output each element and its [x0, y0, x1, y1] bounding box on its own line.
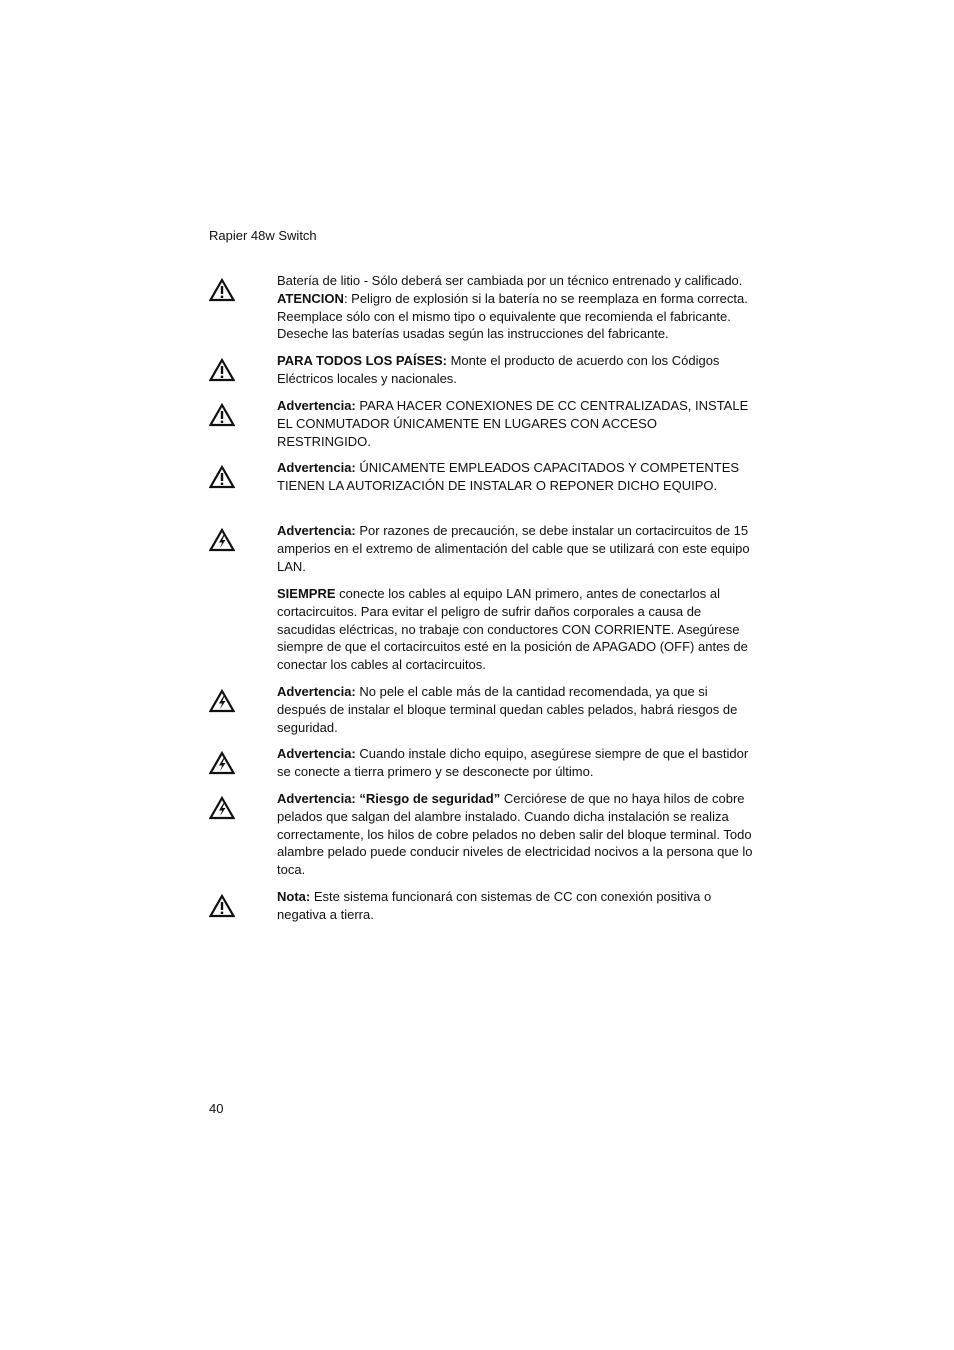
warning-bold-label: Advertencia:	[277, 398, 356, 413]
warning-bold-label: Nota:	[277, 889, 311, 904]
electric-shock-icon	[209, 528, 235, 552]
warning-bold-label: Advertencia:	[277, 460, 356, 475]
electric-shock-icon	[209, 796, 235, 820]
warning-text: Advertencia: No pele el cable más de la cantidad recomendada, ya que si después de instalar el bloque terminal quedan cables pelados, habrá riesgos de seguridad.	[277, 684, 738, 735]
caution-icon	[209, 403, 235, 427]
electric-shock-icon	[209, 751, 235, 775]
warning-bold-label: Advertencia:	[277, 746, 356, 761]
running-header: Rapier 48w Switch	[209, 228, 317, 243]
warning-bold-label: Advertencia:	[277, 684, 356, 699]
warning-bold-label: ATENCION	[277, 290, 344, 306]
warning-bold-label: PARA TODOS LOS PAÍSES:	[277, 353, 447, 368]
caution-icon	[209, 465, 235, 489]
caution-icon	[209, 278, 235, 302]
warning-text: PARA TODOS LOS PAÍSES: Monte el producto de acuerdo con los Códigos Eléctricos locales y nacionales.	[277, 353, 720, 386]
warning-text: Advertencia: PARA HACER CONEXIONES DE CC CENTRALIZADAS, INSTALE EL CONMUTADOR ÚNICAMENTE EN LUGARES CON ACCESO RESTRINGIDO.	[277, 398, 749, 449]
warning-text: Nota: Este sistema funcionará con sistemas de CC con conexión positiva o negativa a tierra.	[277, 889, 712, 922]
warning-bold-label: Advertencia: “Riesgo de seguridad”	[277, 791, 501, 806]
warning-text: Batería de litio - Sólo deberá ser cambiada por un técnico entrenado y calificado. ATENCION: Peligro de explosión si la batería no se reemplaza en forma correcta. Reemplace sólo con el mismo tipo o equivalente que recomienda el fabricante. Deseche las baterías usadas según las instrucciones del fabricante.	[277, 273, 748, 342]
page-number: 40	[209, 1101, 224, 1116]
warning-text: Advertencia: Cuando instale dicho equipo, asegúrese siempre de que el bastidor se conecte a tierra primero y se desconecte por último.	[277, 746, 749, 779]
warning-text: Advertencia: Por razones de precaución, se debe instalar un cortacircuitos de 15 amperios en el extremo de alimentación del cable que se utilizará con este equipo LAN.	[277, 523, 750, 574]
warning-text: Advertencia: “Riesgo de seguridad” Cerciórese de que no haya hilos de cobre pelados que salgan del alambre instalado. Cuando dicha instalación se realiza correctamente, los hilos de cobre pelados no deben salir del bloque terminal. Todo alambre pelado puede conducir niveles de electricidad nocivos a la persona que lo toca.	[277, 791, 753, 878]
electric-shock-icon	[209, 689, 235, 713]
warning-text: Advertencia: ÚNICAMENTE EMPLEADOS CAPACITADOS Y COMPETENTES TIENEN LA AUTORIZACIÓN DE INSTALAR O REPONER DICHO EQUIPO.	[277, 460, 740, 493]
caution-icon	[209, 894, 235, 918]
warning-text: SIEMPRE conecte los cables al equipo LAN primero, antes de conectarlos al cortacircuitos. Para evitar el peligro de sufrir daños corporales a causa de sacudidas eléctricas, no trabaje con conductores CON CORRIENTE. Asegúrese siempre de que el cortacircuitos esté en la posición de APAGADO (OFF) antes de conectar los cables al cortacircuitos.	[277, 586, 748, 673]
warning-bold-label: SIEMPRE	[277, 586, 336, 601]
caution-icon	[209, 358, 235, 382]
warning-bold-label: Advertencia:	[277, 523, 356, 538]
